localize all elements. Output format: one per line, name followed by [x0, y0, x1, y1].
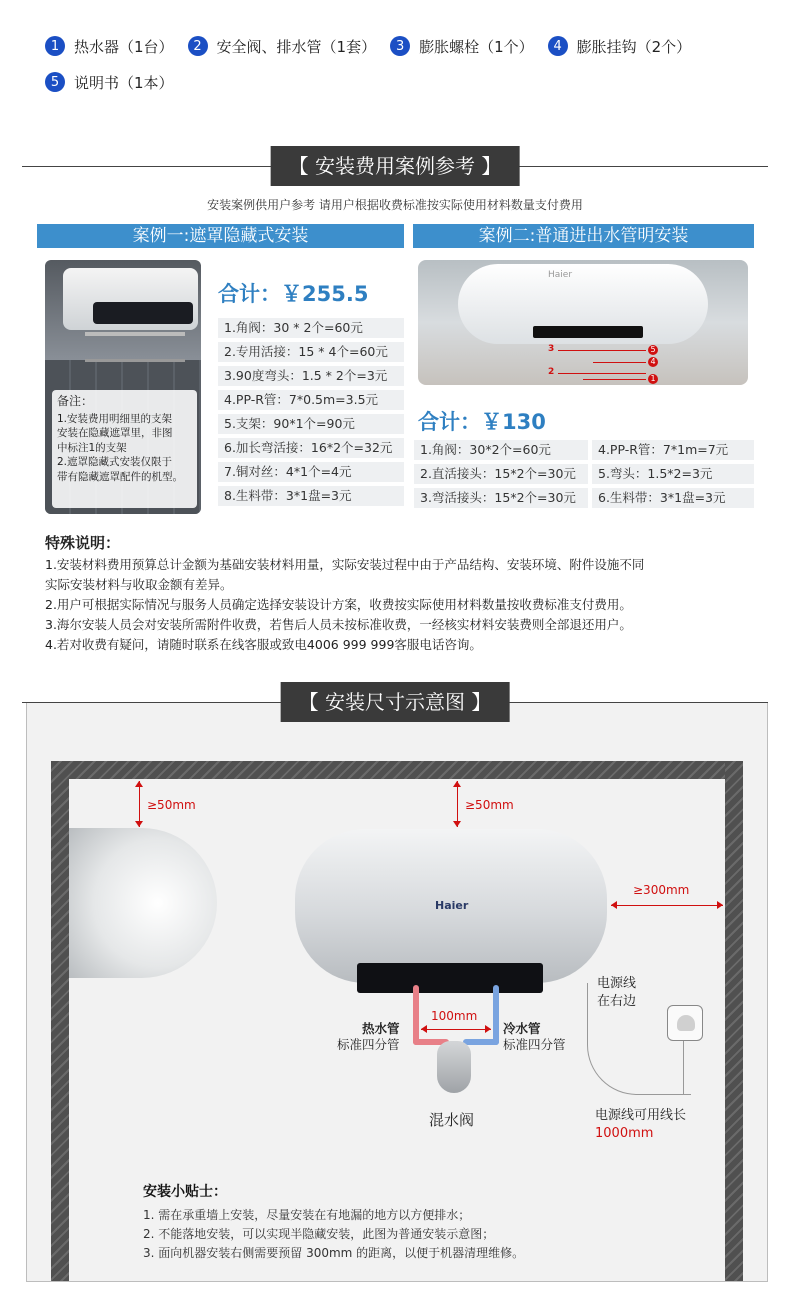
- note-line: 中标注1的支架: [57, 441, 127, 454]
- hot-pipe: [413, 985, 419, 1045]
- callout-marker: [593, 357, 658, 367]
- cold-pipe: [463, 1039, 499, 1045]
- size-section-title: 【 安装尺寸示意图 】: [281, 682, 510, 722]
- case2-item: 4.PP-R管：7*1m=7元: [592, 440, 754, 460]
- case2-item: 5.弯头：1.5*2=3元: [592, 464, 754, 484]
- callout-line: [583, 379, 646, 380]
- parts-list: [45, 34, 775, 106]
- cold-pipe-spec: 标准四分管: [503, 1037, 566, 1052]
- note-title: 备注：: [57, 394, 94, 408]
- case2-item: 6.生料带：3*1盘=3元: [592, 488, 754, 508]
- case2-total: 合计：￥130: [418, 410, 546, 434]
- case1-item: 5.支架：90*1个=90元: [218, 414, 404, 434]
- water-heater-image: [458, 264, 708, 344]
- special-line: 1.安装材料费用预算总计金额为基础安装材料用量，实际安装过程中由于产品结构、安装环境、附件设施不同: [45, 557, 645, 572]
- cord-length-value: 1000mm: [595, 1126, 654, 1141]
- cost-subtitle: 安装案例供用户参考 请用户根据收费标准按实际使用材料数量支付费用: [207, 198, 583, 212]
- callout-marker: [583, 374, 658, 384]
- clearance-top-left: ≥50mm: [147, 798, 196, 812]
- cord-length-label: [595, 1107, 686, 1143]
- number-badge-icon: 1: [45, 36, 65, 56]
- clearance-top-main: ≥50mm: [465, 798, 514, 812]
- brand-logo: Haier: [548, 270, 573, 280]
- wall-right: [725, 761, 743, 1282]
- mixing-valve-icon: [437, 1041, 471, 1093]
- pipe-bracket: [85, 332, 185, 362]
- install-tips: [143, 1183, 703, 1263]
- number-badge-icon: 4: [548, 36, 568, 56]
- callout-line: [593, 362, 646, 363]
- cold-pipe-name: 冷水管: [503, 1021, 541, 1036]
- part-label: 热水器（1台）: [74, 37, 174, 56]
- cold-pipe-label: [503, 1021, 566, 1053]
- special-line: 4.若对收费有疑问，请随时联系在线客服或致电4006 999 999客服电话咨询。: [45, 637, 482, 652]
- case1-total: 合计：￥255.5: [218, 282, 369, 306]
- callout-line: [558, 350, 646, 351]
- part-label: 安全阀、排水管（1套）: [216, 37, 377, 56]
- part-item: [188, 36, 377, 57]
- special-title: 特殊说明：: [45, 534, 121, 552]
- note-line: 安装在隐藏遮罩里，非图: [57, 427, 173, 439]
- case2-item: 1.角阀：30*2个=60元: [414, 440, 588, 460]
- mixing-valve-label: 混水阀: [429, 1111, 475, 1129]
- number-badge-icon: 3: [390, 36, 410, 56]
- part-item: [390, 36, 534, 57]
- side-view-heater: [69, 828, 217, 978]
- control-panel: [357, 963, 543, 993]
- hot-pipe-label: [337, 1021, 400, 1053]
- clearance-arrow: [139, 781, 140, 827]
- power-line-text: 电源线: [597, 976, 637, 991]
- power-cord: [683, 1041, 684, 1095]
- size-section-header: [0, 682, 790, 722]
- cord-length-text: 电源线可用线长: [595, 1108, 687, 1123]
- note-line: 1.安装费用明细里的支架: [57, 412, 173, 425]
- case1-note: [52, 390, 197, 508]
- note-line: 带有隐藏遮罩配件的机型。: [57, 470, 183, 483]
- cold-pipe: [493, 985, 499, 1045]
- water-heater-image: [63, 268, 198, 330]
- case2-item: 3.弯活接头：15*2个=30元: [414, 488, 588, 508]
- pipe-spacing: 100mm: [431, 1009, 478, 1023]
- cost-section-title: 【 安装费用案例参考 】: [271, 146, 520, 186]
- number-badge-icon: 5: [45, 72, 65, 92]
- case1-item: 7.铜对丝：4*1个=4元: [218, 462, 404, 482]
- part-label: 膨胀挂钩（2个）: [576, 37, 692, 56]
- hot-pipe-spec: 标准四分管: [337, 1037, 400, 1052]
- tip-line: 3. 面向机器安装右侧需要预留 300mm 的距离，以便于机器清理维修。: [143, 1246, 525, 1260]
- case1-title: 案例一:遮罩隐藏式安装: [37, 224, 404, 248]
- clearance-arrow: [611, 905, 723, 906]
- callout-dot: 1: [648, 374, 658, 384]
- control-panel: [93, 302, 193, 324]
- part-label: 说明书（1本）: [74, 73, 174, 92]
- clearance-right: ≥300mm: [633, 883, 690, 897]
- power-line-text: 在右边: [597, 994, 637, 1009]
- plug-icon: [677, 1015, 695, 1031]
- tip-line: 1. 需在承重墙上安装，尽量安装在有地漏的地方以方便排水；: [143, 1208, 471, 1222]
- callout-marker: [548, 344, 658, 355]
- case1-item: 1.角阀：30 * 2个=60元: [218, 318, 404, 338]
- tips-title: 安装小贴士：: [143, 1184, 227, 1200]
- wall-top: [51, 761, 743, 779]
- case1-item: 6.加长弯活接：16*2个=32元: [218, 438, 404, 458]
- callout-number: 3: [548, 344, 555, 354]
- front-view-heater: [295, 829, 607, 983]
- special-line: 2.用户可根据实际情况与服务人员确定选择安装设计方案，收费按实际使用材料数量按收费标准支付费用。: [45, 597, 632, 612]
- case1-item: 2.专用活接：15 * 4个=60元: [218, 342, 404, 362]
- note-line: 2.遮罩隐藏式安装仅限于: [57, 456, 173, 468]
- tip-line: 2. 不能落地安装，可以实现半隐藏安装，此图为普通安装示意图；: [143, 1227, 495, 1241]
- brand-logo: Haier: [435, 899, 469, 912]
- callout-dot: 4: [648, 357, 658, 367]
- power-outlet-icon: [667, 1005, 703, 1041]
- parts-row-2: [45, 70, 775, 94]
- wall-left: [51, 761, 69, 1282]
- case1-item: 3.90度弯头：1.5 * 2个=3元: [218, 366, 404, 386]
- number-badge-icon: 2: [188, 36, 208, 56]
- parts-row-1: [45, 34, 775, 58]
- callout-number: 2: [548, 367, 555, 377]
- install-diagram: [26, 702, 768, 1282]
- pipe-spacing-arrow: [421, 1029, 491, 1030]
- hot-pipe-name: 热水管: [362, 1021, 400, 1036]
- case2-photo: [418, 260, 748, 385]
- control-panel: [533, 326, 643, 338]
- case2-item: 2.直活接头：15*2个=30元: [414, 464, 588, 484]
- case1-item: 4.PP-R管：7*0.5m=3.5元: [218, 390, 404, 410]
- callout-dot: 5: [648, 345, 658, 355]
- case1-item: 8.生料带：3*1盘=3元: [218, 486, 404, 506]
- part-item: [45, 72, 174, 93]
- cost-section-header: [0, 146, 790, 186]
- part-item: [45, 36, 174, 57]
- special-line: 3.海尔安装人员会对安装所需附件收费，若售后人员未按标准收费，一经核实材料安装费则全部退还用户。: [45, 617, 632, 632]
- part-label: 膨胀螺栓（1个）: [419, 37, 534, 56]
- special-notes: [45, 533, 765, 655]
- part-item: [548, 36, 692, 57]
- case2-title: 案例二:普通进出水管明安装: [413, 224, 754, 248]
- special-line: 实际安装材料与收取金额有差异。: [45, 577, 233, 592]
- clearance-arrow: [457, 781, 458, 827]
